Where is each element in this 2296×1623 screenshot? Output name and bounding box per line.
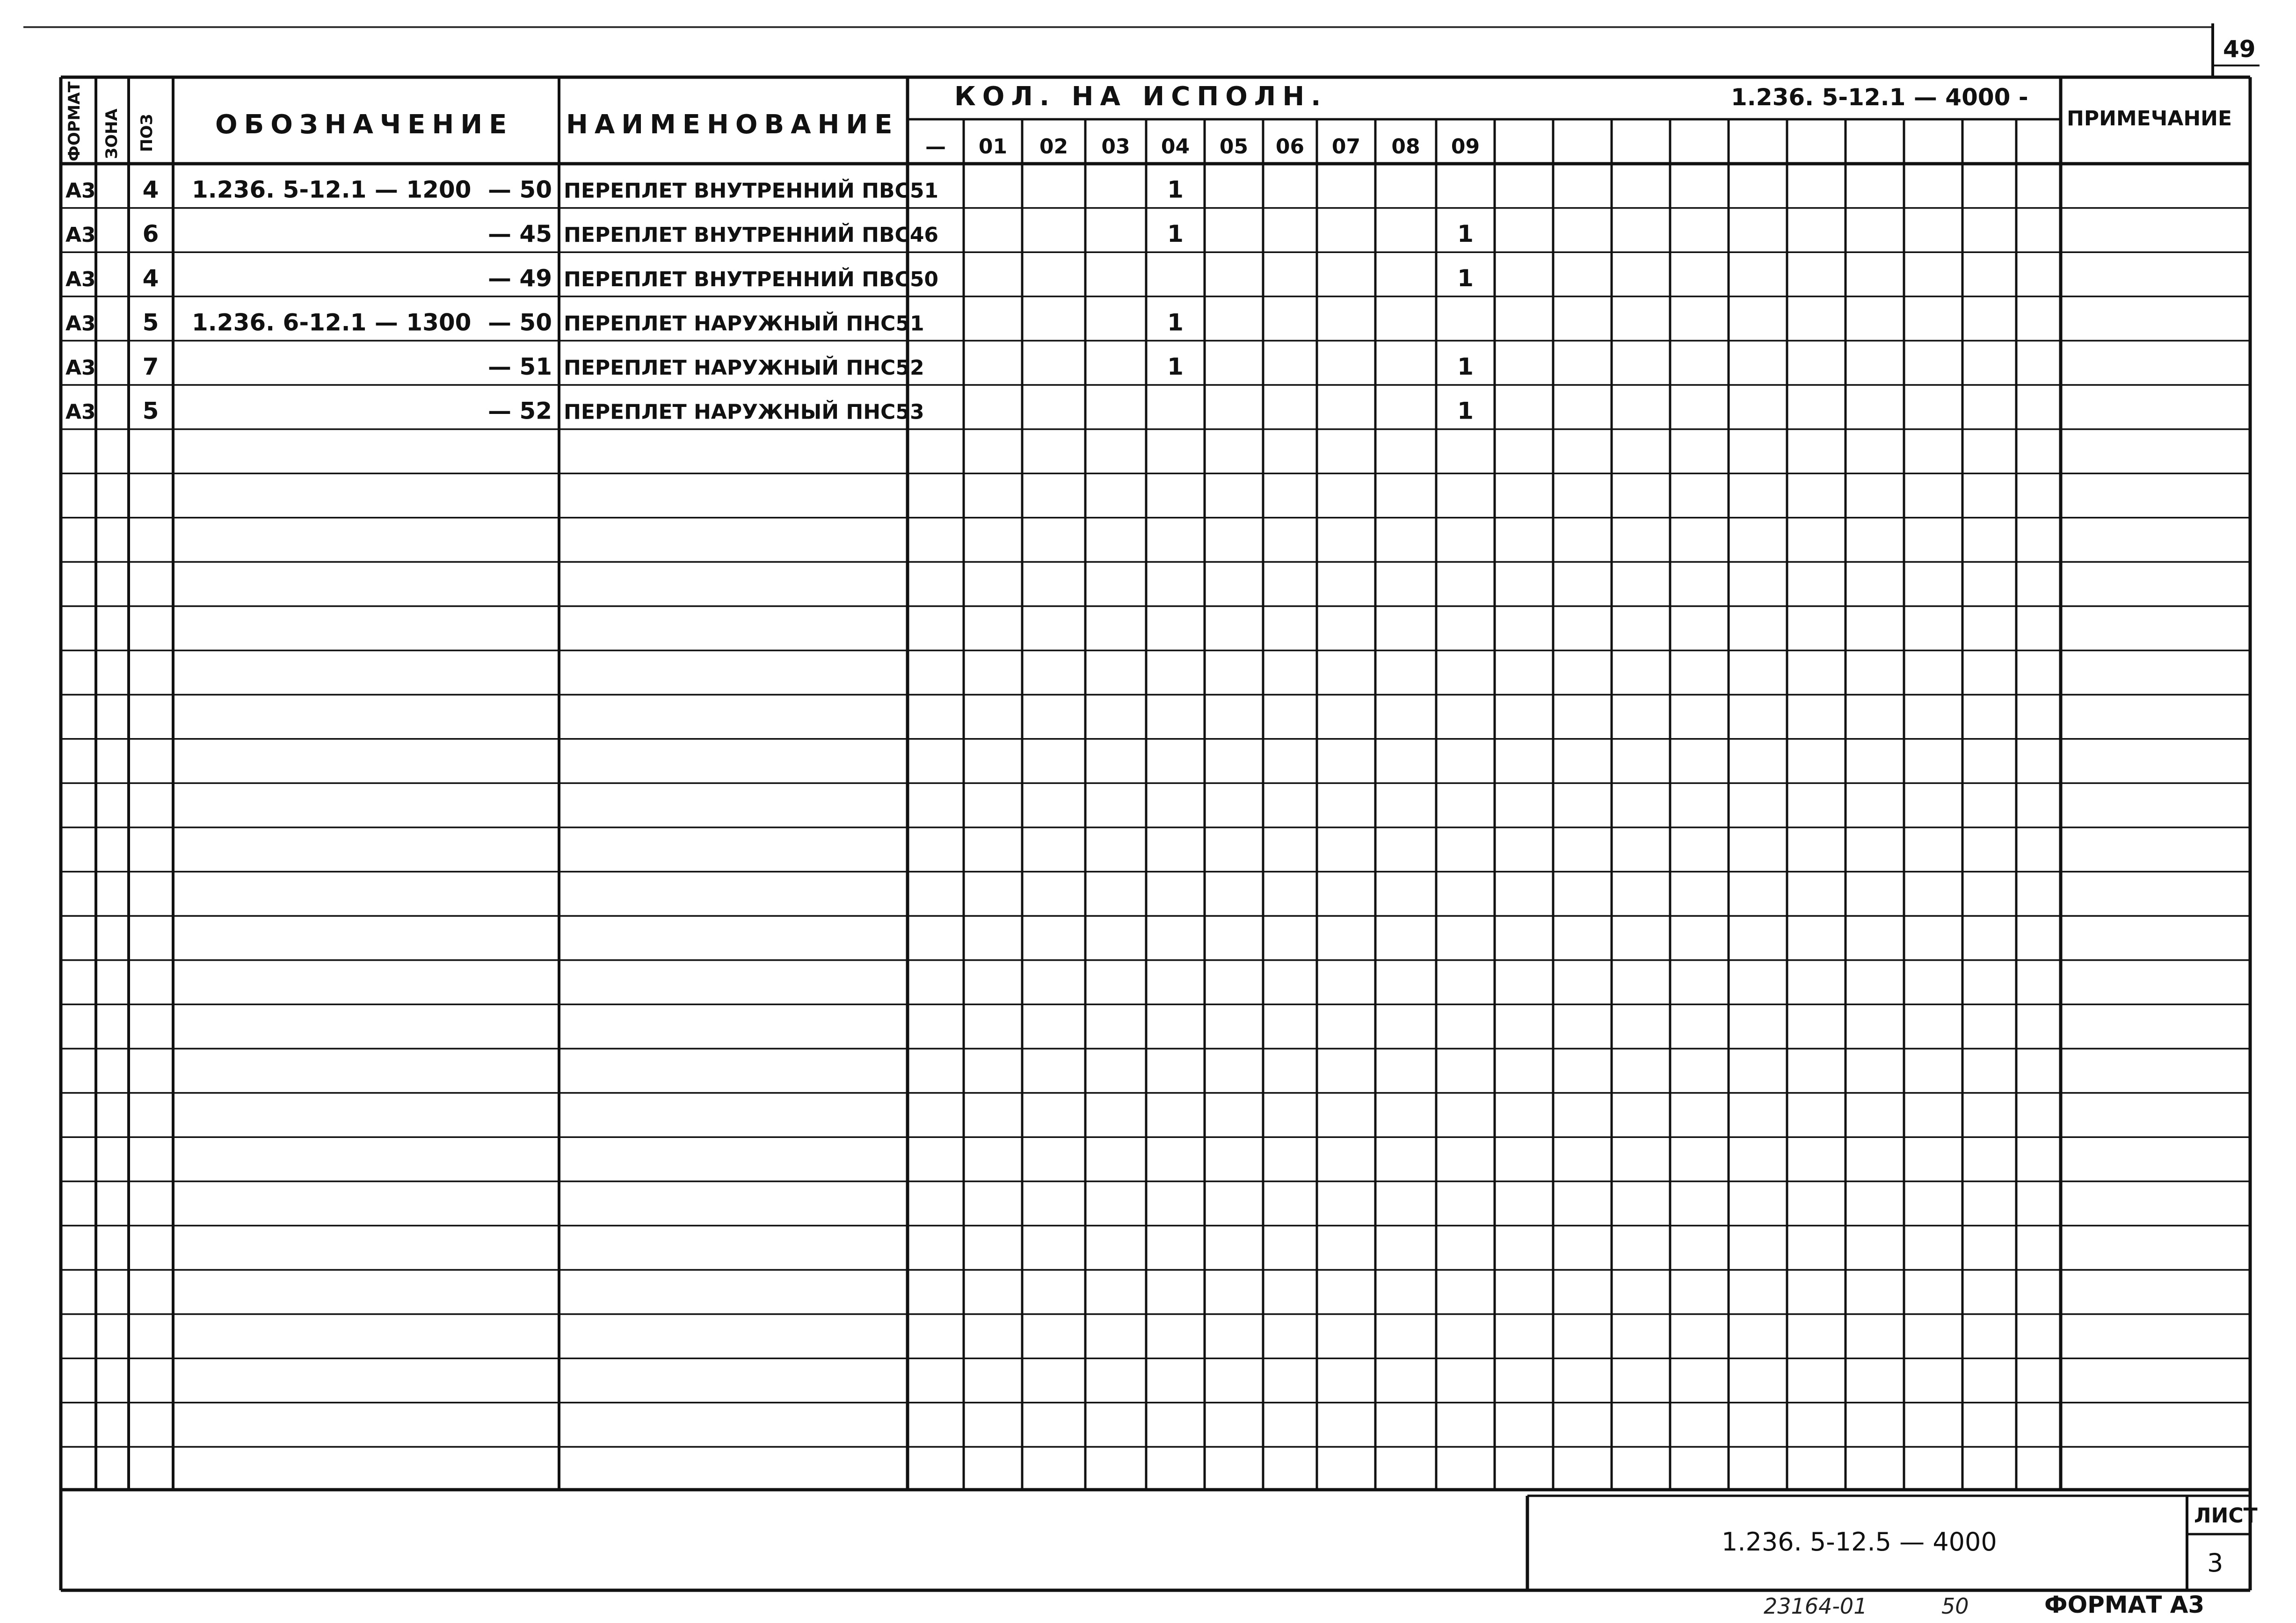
- row-pos: 7: [142, 353, 159, 380]
- title-block-doc-code: 1.236. 5-12.5 — 4000: [1722, 1527, 1997, 1557]
- row-pos: 5: [142, 309, 159, 336]
- variant-header-05: 05: [1219, 135, 1249, 159]
- row-format: А3: [65, 223, 96, 247]
- variant-header-01: 01: [978, 135, 1008, 159]
- row-pos: 4: [142, 264, 159, 292]
- variant-header-09: 09: [1451, 135, 1480, 159]
- variant-header-02: 02: [1039, 135, 1068, 159]
- variant-header-base: —: [925, 135, 946, 159]
- row-pos: 6: [142, 220, 159, 248]
- variant-header-07: 07: [1331, 135, 1361, 159]
- row-designation: 1.236. 6-12.1 — 1300: [192, 309, 472, 336]
- table-grid: [61, 77, 2250, 1590]
- row-designation: 1.236. 5-12.1 — 1200: [192, 176, 472, 203]
- row-name: ПЕРЕПЛЕТ ВНУТРЕННИЙ ПВС46: [564, 223, 939, 247]
- row-format: А3: [65, 400, 96, 424]
- row-format: А3: [65, 356, 96, 380]
- variant-header-06: 06: [1275, 135, 1305, 159]
- row-qty-09: 1: [1457, 353, 1474, 380]
- row-qty-04: 1: [1167, 353, 1184, 380]
- header-pos: ПОЗ: [138, 114, 156, 152]
- variant-header-04: 04: [1161, 135, 1190, 159]
- page-number: 49: [2223, 36, 2256, 63]
- variant-header-03: 03: [1101, 135, 1130, 159]
- row-name: ПЕРЕПЛЕТ ВНУТРЕННИЙ ПВС50: [564, 267, 939, 291]
- row-designation-suffix: — 51: [488, 353, 552, 380]
- row-qty-04: 1: [1167, 309, 1184, 336]
- row-designation-suffix: — 49: [488, 264, 552, 292]
- header-qty-per-variant: КОЛ. НА ИСПОЛН.: [954, 81, 1328, 112]
- footer-sub-number: 50: [1941, 1594, 1969, 1619]
- row-qty-09: 1: [1457, 397, 1474, 425]
- row-format: А3: [65, 312, 96, 336]
- row-format: А3: [65, 179, 96, 203]
- title-block-sheet-label: ЛИСТ: [2194, 1504, 2258, 1528]
- row-designation-suffix: — 50: [488, 176, 552, 203]
- row-qty-04: 1: [1167, 220, 1184, 248]
- row-name: ПЕРЕПЛЕТ НАРУЖНЫЙ ПНС53: [564, 400, 924, 424]
- row-name: ПЕРЕПЛЕТ НАРУЖНЫЙ ПНС52: [564, 356, 924, 380]
- header-designation: ОБОЗНАЧЕНИЕ: [215, 109, 514, 140]
- footer-format-label: ФОРМАТ А3: [2044, 1591, 2205, 1618]
- title-block-sheet-number: 3: [2207, 1548, 2223, 1578]
- row-name: ПЕРЕПЛЕТ ВНУТРЕННИЙ ПВС51: [564, 179, 939, 203]
- row-designation-suffix: — 45: [488, 220, 552, 248]
- row-pos: 5: [142, 397, 159, 425]
- row-qty-09: 1: [1457, 264, 1474, 292]
- row-name: ПЕРЕПЛЕТ НАРУЖНЫЙ ПНС51: [564, 312, 924, 336]
- header-note: ПРИМЕЧАНИЕ: [2067, 107, 2232, 130]
- row-format: А3: [65, 267, 96, 291]
- footer-archive-number: 23164-01: [1764, 1594, 1867, 1619]
- row-qty-09: 1: [1457, 220, 1474, 248]
- header-zone: ЗОНА: [102, 109, 121, 159]
- header-variant-base-code: 1.236. 5-12.1 — 4000 -: [1731, 84, 2028, 111]
- header-name: НАИМЕНОВАНИЕ: [566, 109, 899, 140]
- variant-header-08: 08: [1391, 135, 1420, 159]
- header-format: ФОРМАТ: [65, 81, 84, 161]
- row-pos: 4: [142, 176, 159, 203]
- variant-header-row: [925, 135, 1480, 159]
- row-qty-04: 1: [1167, 176, 1184, 203]
- row-designation-suffix: — 52: [488, 397, 552, 425]
- row-designation-suffix: — 50: [488, 309, 552, 336]
